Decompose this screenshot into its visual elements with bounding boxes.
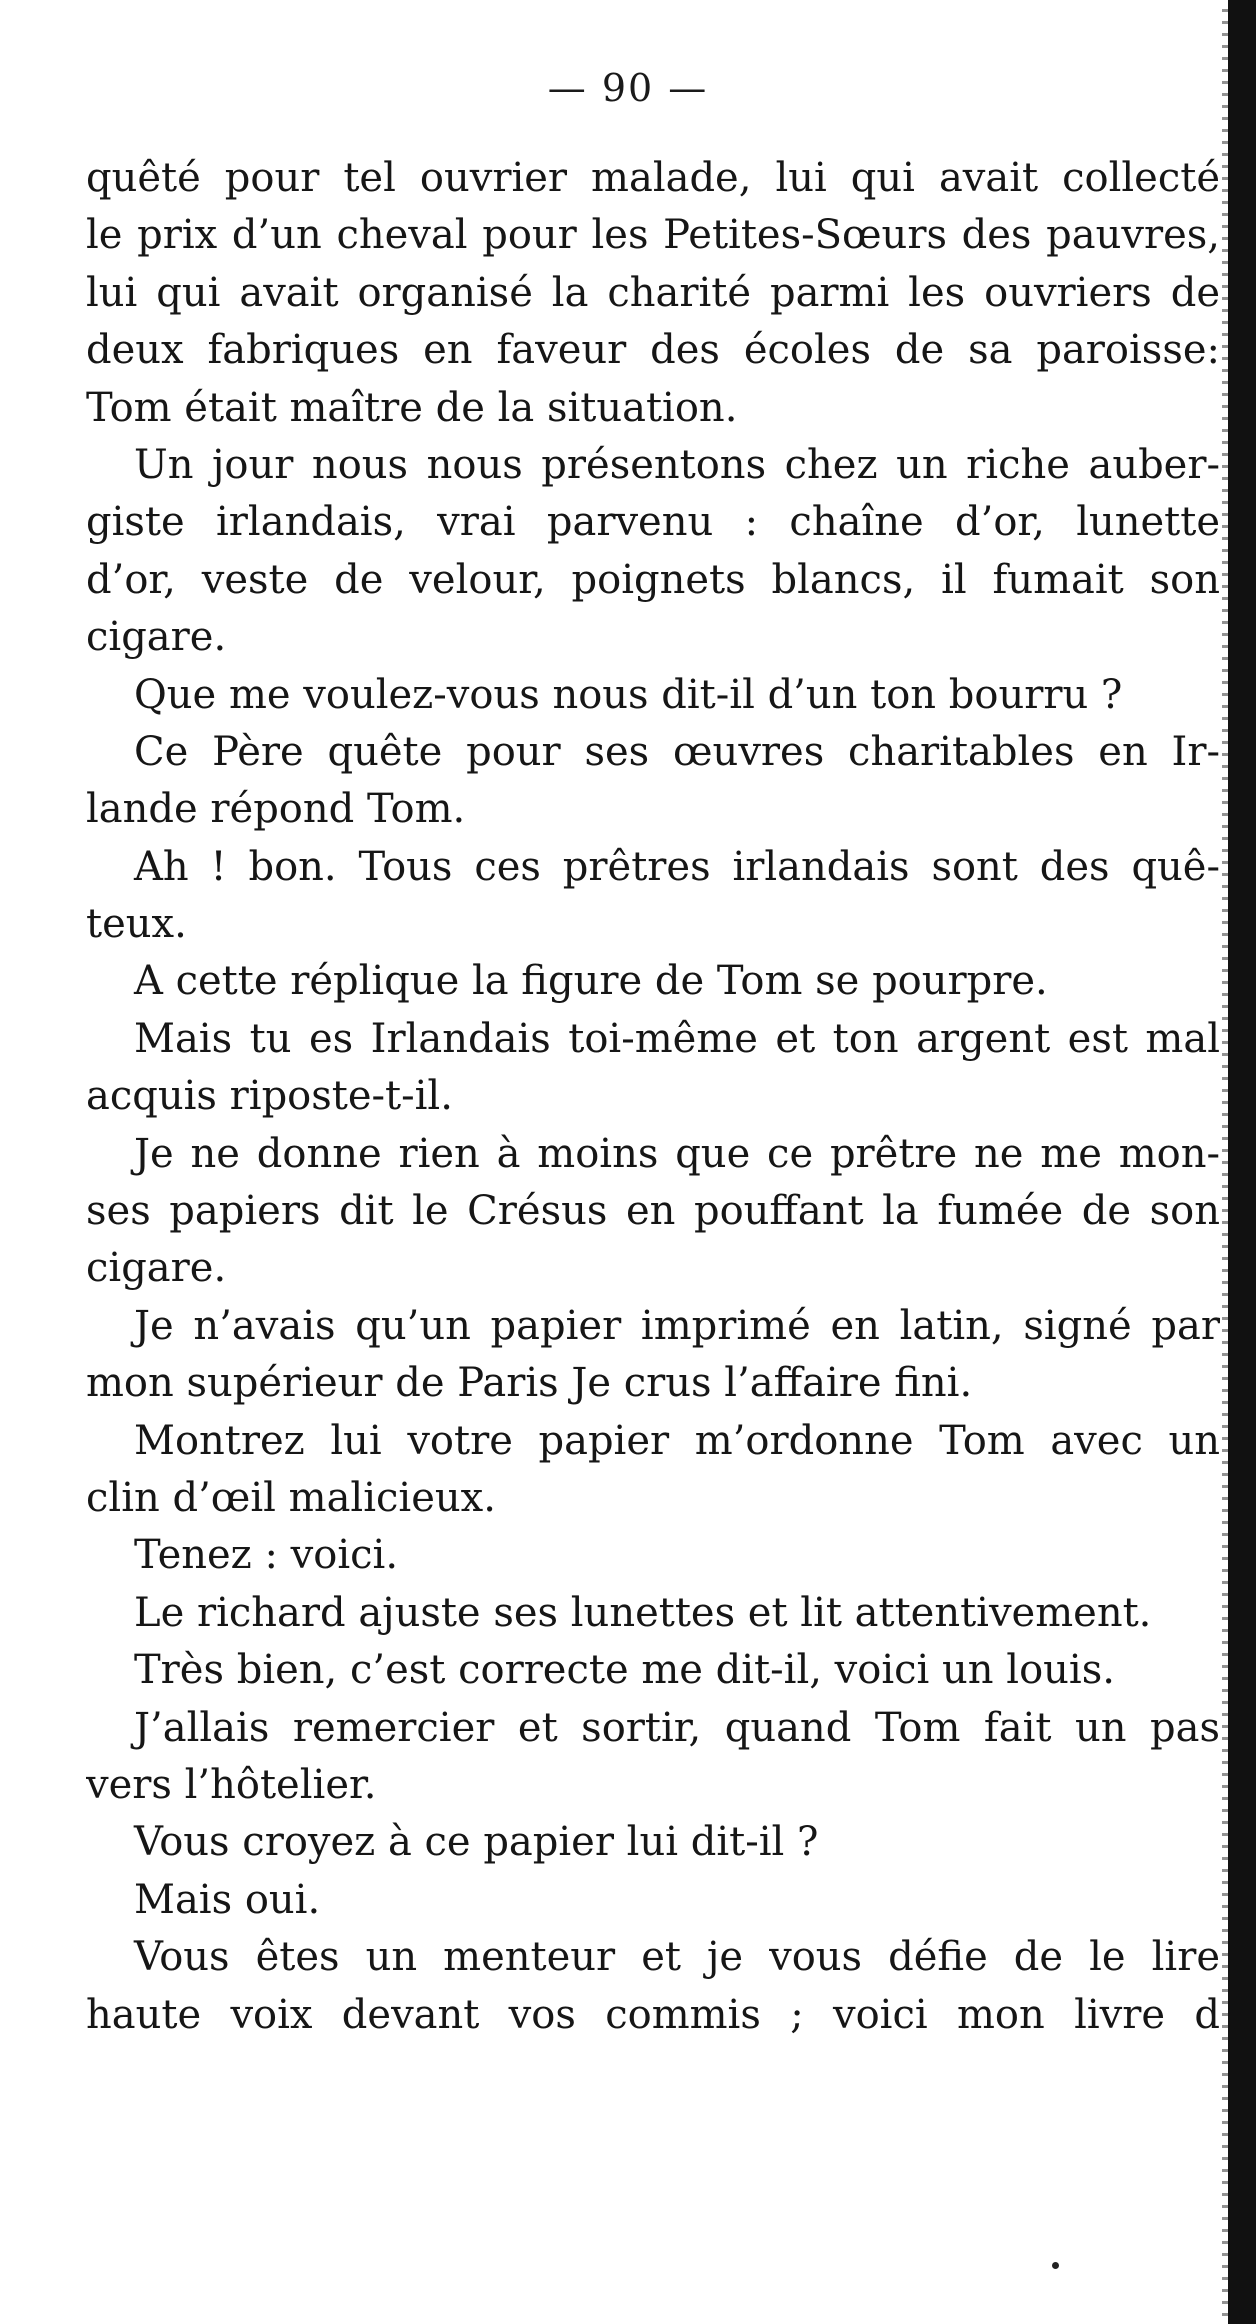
text-line: lande répond Tom. [86,786,466,833]
page-number: — 90 — [547,66,709,110]
text-line: teux. [86,901,187,948]
text-line: Mais tu es Irlandais toi-même et ton argent est mal [134,1015,1220,1062]
text-line: Ce Père quête pour ses œuvres charitables en Ir- [134,728,1220,775]
body-text [86,150,1220,2044]
text-line: Vous êtes un menteur et je vous défie de le lire [134,1934,1220,1981]
text-line: ses papiers dit le Crésus en pouffant la fumée de son [86,1188,1220,1235]
text-line: Ah ! bon. Tous ces prêtres irlandais sont des quê- [134,843,1220,890]
text-line: le prix d’un cheval pour les Petites-Sœurs des pauvres, [86,212,1220,259]
text-line: Très bien, c’est correcte me dit-il, voici un louis. [134,1647,1115,1694]
text-line: acquis riposte-t-il. [86,1073,453,1120]
text-line: Tom était maître de la situation. [86,384,738,431]
text-line: mon supérieur de Paris Je crus l’affaire fini. [86,1360,973,1407]
text-line: Je n’avais qu’un papier imprimé en latin, signé par [134,1302,1220,1349]
ink-speck [1052,2262,1059,2269]
text-line: Tenez : voici. [134,1532,399,1579]
text-line: cigare. [86,614,227,661]
text-line: Mais oui. [134,1876,321,1923]
text-line: Que me voulez-vous nous dit-il d’un ton bourru ? [134,671,1123,718]
text-line: Vous croyez à ce papier lui dit-il ? [134,1819,819,1866]
text-line: quêté pour tel ouvrier malade, lui qui avait collecté [86,155,1220,201]
text-line: giste irlandais, vrai parvenu : chaîne d’or, lunette [86,499,1220,546]
text-line: d’or, veste de velour, poignets blancs, il fumait son [86,556,1220,603]
text-line: Le richard ajuste ses lunettes et lit attentivement. [134,1589,1152,1636]
text-line: Un jour nous nous présentons chez un riche auber- [134,441,1220,488]
scan-binding-edge [1228,0,1256,2324]
text-line: cigare. [86,1245,227,1292]
text-line: J’allais remercier et sortir, quand Tom fait un pas [134,1704,1220,1751]
text-line: vers l’hôtelier. [86,1761,377,1808]
text-line: Montrez lui votre papier m’ordonne Tom avec un [134,1417,1220,1464]
text-line: lui qui avait organisé la charité parmi les ouvriers de [86,269,1220,316]
text-line: deux fabriques en faveur des écoles de sa paroisse: [86,327,1220,374]
text-line: clin d’œil malicieux. [86,1474,496,1521]
text-line: Je ne donne rien à moins que ce prêtre ne me mon- [134,1130,1220,1177]
text-line: A cette réplique la figure de Tom se pourpre. [134,958,1048,1005]
text-line: haute voix devant vos commis ; voici mon livre d [86,1991,1220,2038]
